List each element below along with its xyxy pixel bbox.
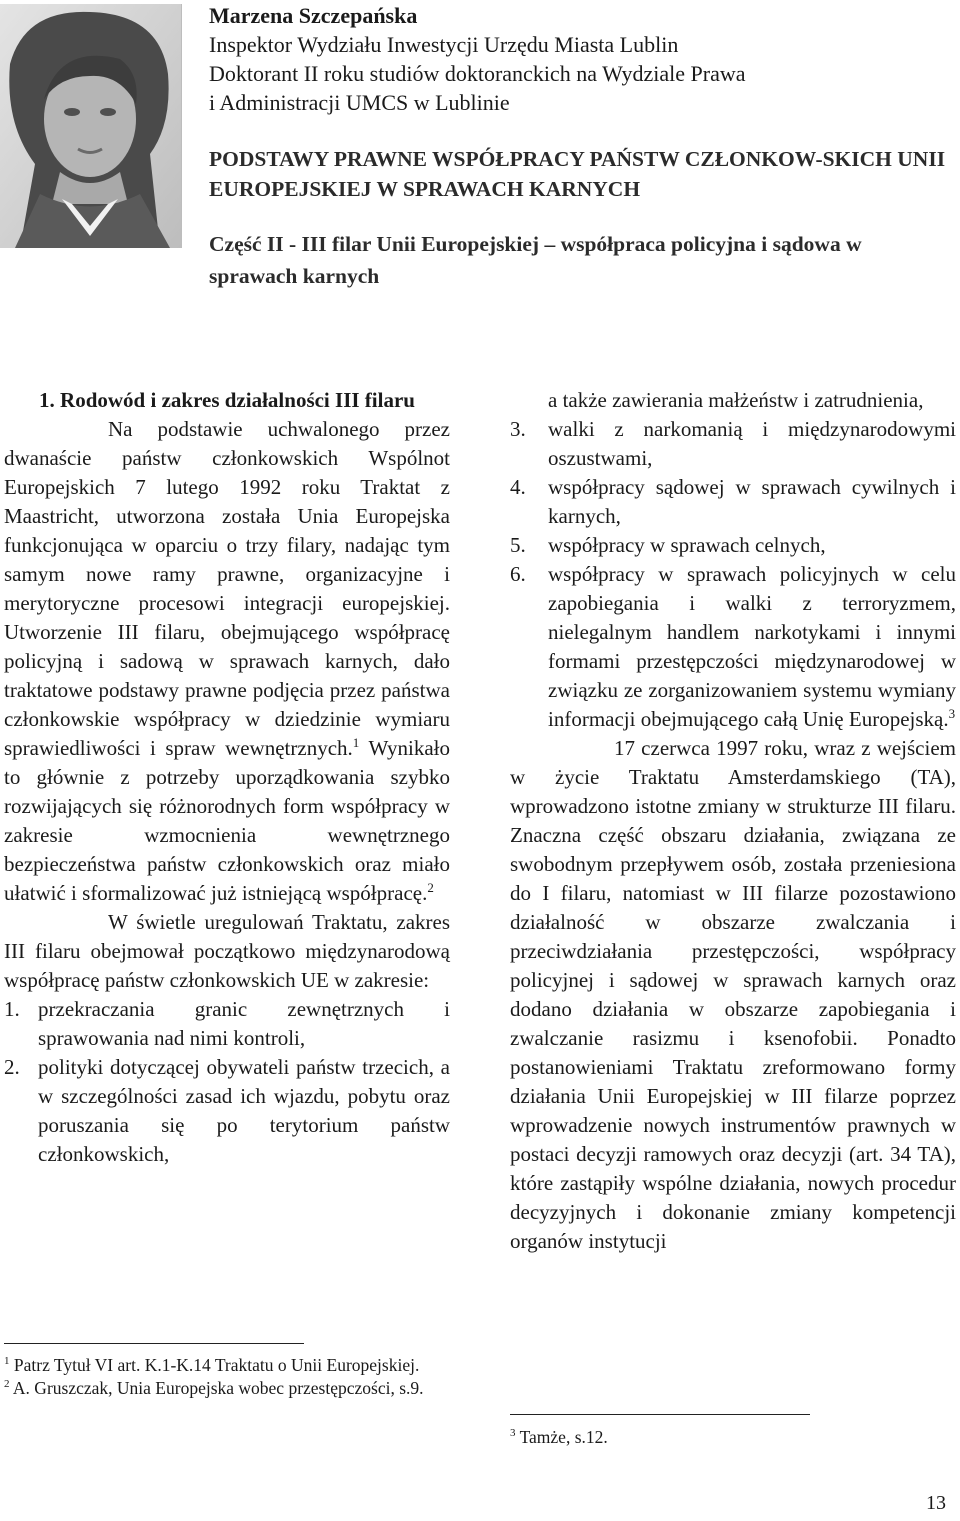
- footnotes-left: [4, 1354, 450, 1400]
- page-number: 13: [926, 1492, 946, 1514]
- list-item: 3. walki z narkomanią i międzynarodowymi oszustwami,: [510, 417, 956, 470]
- footnote-rule: [4, 1343, 304, 1344]
- author-name: Marzena Szczepańska: [209, 3, 418, 28]
- footnotes-right: [510, 1426, 956, 1449]
- author-affiliation-2: Doktorant II roku studiów doktoranckich na Wydziale Prawa: [209, 61, 746, 86]
- footnote-ref: 2: [427, 880, 434, 895]
- footnote-ref: 1: [352, 735, 360, 750]
- author-affiliation-3: i Administracji UMCS w Lublinie: [209, 90, 510, 115]
- list-item: 5. współpracy w sprawach celnych,: [510, 533, 826, 557]
- right-column: [510, 386, 956, 1256]
- author-affiliation-1: Inspektor Wydziału Inwestycji Urzędu Miasta Lublin: [209, 32, 679, 57]
- footnote-ref: 3: [948, 706, 956, 721]
- list-item: 6. współpracy w sprawach policyjnych w celu zapobiegania i walki z terroryzmem, nielegalnym handlem narkotykami i innymi formami przestępczości międzynarodowej w związku ze zorganizowaniem systemu wymiany informacji obejmującego całą Unię Europejską.$^3$: [510, 562, 956, 731]
- list-continuation: a także zawierania małżeństw i zatrudnienia,: [548, 388, 924, 412]
- list-item: 2. polityki dotyczącej obywateli państw trzecich, a w szczególności zasad ich wjazdu, pobytu oraz poruszania się po terytorium państw członkowskich,: [4, 1055, 450, 1166]
- paragraph: Na podstawie uchwalonego przez dwanaście państw członkowskich Wspólnot Europejskich 7 lutego 1992 roku Traktat z Maastricht, utworzona została Unia Europejska funkcjonująca w oparciu o trzy filary, nadając tym samym nowe ramy prawne, organizacyjne i merytoryczne procesowi integracji europejskiej. Utworzenie III filaru, obejmującego współpracę policyjną i sadową w sprawach karnych, dało traktatowe podstawy prawne podjęcia przez państwa członkowskie współpracy w dziedzinie wymiaru sprawiedliwości i spraw wewnętrznych.$^1$ Wynikało to głównie z potrzeby uporządkowania szybko rozwijających się różnorodnych form współpracy w zakresie wzmocnienia wewnętrznego bezpieczeństwa państw członkowskich oraz miało ułatwić i sformalizować już istniejącą współpracę.$^2$: [4, 417, 450, 905]
- footnote: $^1$ Patrz Tytuł VI art. K.1-K.14 Traktatu o Unii Europejskiej.: [4, 1355, 420, 1375]
- left-column: [4, 386, 450, 1169]
- list-item: 4. współpracy sądowej w sprawach cywilnych i karnych,: [510, 475, 956, 528]
- list-item: 1. przekraczania granic zewnętrznych i sprawowania nad nimi kontroli,: [4, 997, 450, 1050]
- section-heading: 1. Rodowód i zakres działalności III filaru: [39, 388, 415, 412]
- article-title: PODSTAWY PRAWNE WSPÓŁPRACY PAŃSTW CZŁONKOW-SKICH UNII EUROPEJSKIEJ W SPRAWACH KARNYCH: [209, 147, 946, 201]
- scope-list-continued: [510, 415, 956, 734]
- footnote: $^3$ Tamże, s.12.: [510, 1427, 608, 1447]
- article-subtitle: Część II - III filar Unii Europejskiej – współpraca policyjna i sądowa w sprawach karnych: [209, 232, 862, 288]
- footnote: $^2$ A. Gruszczak, Unia Europejska wobec przestępczości, s.9.: [4, 1378, 424, 1398]
- author-block: [209, 2, 949, 117]
- author-photo: [0, 4, 182, 248]
- paragraph: W świetle uregulowań Traktatu, zakres III filaru obejmował początkowo międzynarodową współpracę państw członkowskich UE w zakresie:: [4, 910, 450, 992]
- footnote-rule: [510, 1414, 810, 1415]
- scope-list: [4, 995, 450, 1169]
- paragraph: 17 czerwca 1997 roku, wraz z wejściem w życie Traktatu Amsterdamskiego (TA), wprowadzono istotne zmiany w strukturze III filaru. Znaczna część obszaru działania, związana ze swobodnym przepływem osób, została przeniesiona do I filaru, natomiast w III filarze pozostawiono działalność w obszarze zwalczania i przeciwdziałania przestępczości, współpracy policyjnej i sądowej w sprawach karnych oraz dodano działania w obszarze zapobiegania i zwalczanie rasizmu i ksenofobii. Ponadto postanowieniami Traktatu zreformowano formy działania Unii Europejskiej w III filarze poprzez wprowadzenie nowych instrumentów prawnych w postaci decyzji ramowych oraz decyzji (art. 34 TA), które zastąpiły wspólne działania, nowych procedur decyzyjnych i dokonanie zmiany kompetencji organów instytucji: [510, 736, 956, 1253]
